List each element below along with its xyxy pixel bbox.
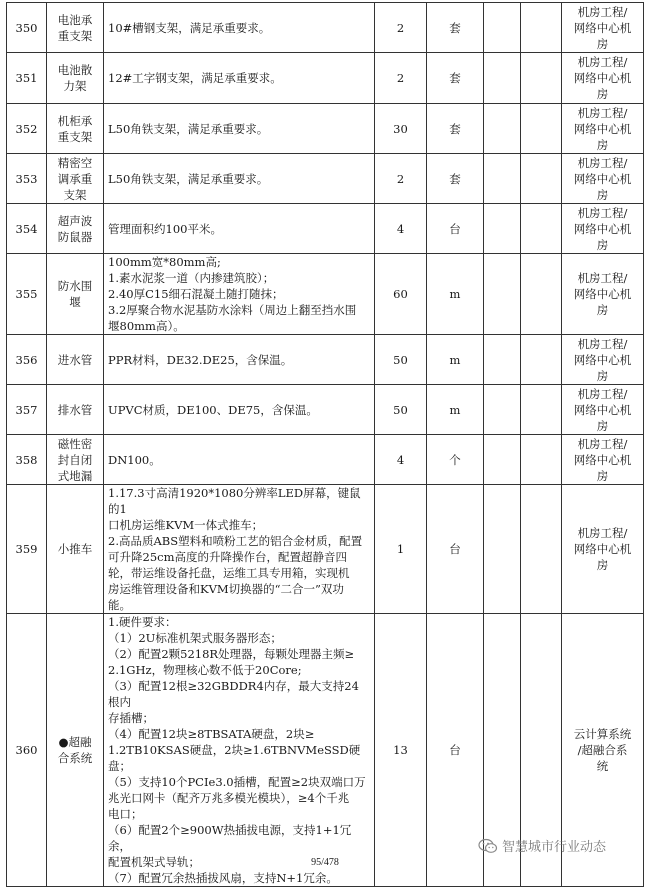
item-name xyxy=(47,204,104,254)
item-name xyxy=(47,485,104,614)
item-name xyxy=(47,335,104,385)
item-note-line: 机房工程/ xyxy=(577,105,628,120)
item-note xyxy=(562,3,644,53)
empty-cell xyxy=(521,385,562,435)
item-spec-line: 能。 xyxy=(108,598,131,612)
empty-cell xyxy=(521,154,562,204)
item-quantity: 4 xyxy=(375,435,427,485)
empty-cell xyxy=(484,485,521,614)
item-note-line: 房 xyxy=(596,87,609,101)
item-name-line: 防鼠器 xyxy=(57,229,93,244)
item-number: 357 xyxy=(7,385,47,435)
empty-cell xyxy=(521,335,562,385)
item-spec-line: 1.素水泥浆一道（内掺建筑胶）； xyxy=(108,271,275,285)
item-note-line: 网络中心机 xyxy=(573,171,632,186)
table-row xyxy=(7,53,644,104)
item-spec-line: 3.2厚聚合物水泥基防水涂料（周边上翻至挡水围 xyxy=(108,303,357,317)
item-spec-line: （2）配置2颗5218R处理器，每颗处理器主频≥ xyxy=(108,647,355,661)
table-row xyxy=(7,335,644,385)
item-spec xyxy=(104,435,375,485)
item-name-line: 精密空 xyxy=(57,155,93,170)
item-spec-line: 电口； xyxy=(108,807,143,821)
item-note-line: 房 xyxy=(596,368,609,383)
item-quantity: 2 xyxy=(375,53,427,104)
item-name xyxy=(47,154,104,204)
item-spec xyxy=(104,204,375,254)
item-note-line: 网络中心机 xyxy=(573,452,632,467)
item-quantity: 1 xyxy=(375,485,427,614)
item-spec-line: （3）配置12根≥32GBDDR4内存，最大支持24根内 xyxy=(108,679,359,709)
item-note-line: 房 xyxy=(596,137,609,152)
item-spec-line: 1.17.3寸高清1920*1080分辨率LED屏幕，键鼠的1 xyxy=(108,486,361,516)
item-name-line: 重支架 xyxy=(57,129,93,144)
empty-cell xyxy=(484,154,521,204)
wechat-icon xyxy=(478,838,498,854)
empty-cell xyxy=(521,485,562,614)
item-note-line: 机房工程/ xyxy=(577,436,628,451)
item-spec-line: （1）2U标准机架式服务器形态； xyxy=(108,631,282,645)
item-unit: 台 xyxy=(427,614,484,887)
item-number: 355 xyxy=(7,254,47,335)
item-spec-line: 1.硬件要求： xyxy=(108,615,177,629)
item-quantity: 50 xyxy=(375,335,427,385)
empty-cell xyxy=(484,53,521,104)
item-name xyxy=(47,385,104,435)
item-number: 360 xyxy=(7,614,47,887)
item-note-line: /超融合系 xyxy=(577,743,628,757)
item-unit: 个 xyxy=(427,435,484,485)
item-name-line: 磁性密 xyxy=(57,436,93,451)
item-number: 351 xyxy=(7,53,47,104)
item-name-line: 防水围 xyxy=(57,279,93,293)
item-note-line: 网络中心机 xyxy=(573,20,632,35)
item-spec xyxy=(104,53,375,104)
item-note xyxy=(562,154,644,204)
item-note xyxy=(562,435,644,485)
item-note-line: 网络中心机 xyxy=(573,402,632,417)
item-note-line: 机房工程/ xyxy=(577,4,628,19)
item-spec xyxy=(104,154,375,204)
item-spec-line: 房运维管理设备和KVM切换器的“二合一”双功 xyxy=(108,582,344,596)
item-spec-line: 轮，带运维设备托盘，运维工具专用箱，实现机 xyxy=(108,566,350,580)
item-note-line: 网络中心机 xyxy=(573,71,632,85)
item-name xyxy=(47,614,104,887)
item-name-line: 小推车 xyxy=(57,542,93,556)
item-spec-line: 可升降25cm高度的升降操作台，配置超静音四 xyxy=(108,550,347,564)
table-row xyxy=(7,104,644,154)
item-unit: 套 xyxy=(427,3,484,53)
item-name-line: 超声波 xyxy=(57,213,93,228)
item-note xyxy=(562,53,644,104)
item-spec-line: PPR材料，DE32.DE25，含保温。 xyxy=(108,352,293,367)
table-row xyxy=(7,385,644,435)
item-quantity: 2 xyxy=(375,3,427,53)
empty-cell xyxy=(484,254,521,335)
item-note-line: 机房工程/ xyxy=(577,271,628,285)
item-name-line: 进水管 xyxy=(57,352,93,367)
item-spec-line: （6）配置2个≥900W热插拔电源，支持1+1冗余， xyxy=(108,823,352,853)
item-name-line: 封自闭 xyxy=(57,452,93,467)
item-spec-line: （4）配置12块≥8TBSATA硬盘，2块≥ xyxy=(108,727,315,741)
empty-cell xyxy=(484,3,521,53)
item-spec xyxy=(104,254,375,335)
item-unit: 套 xyxy=(427,53,484,104)
table-row xyxy=(7,154,644,204)
item-spec-line: 兆光口网卡（配齐万兆多模光模块），≥4个千兆 xyxy=(108,791,350,805)
item-note-line: 网络中心机 xyxy=(573,352,632,367)
item-note xyxy=(562,204,644,254)
item-name xyxy=(47,254,104,335)
item-unit: 套 xyxy=(427,104,484,154)
empty-cell xyxy=(521,53,562,104)
item-spec xyxy=(104,335,375,385)
empty-cell xyxy=(484,385,521,435)
item-name xyxy=(47,104,104,154)
empty-cell xyxy=(521,435,562,485)
item-number: 350 xyxy=(7,3,47,53)
item-quantity: 13 xyxy=(375,614,427,887)
item-name-line: 电池散 xyxy=(57,63,93,77)
item-unit: 套 xyxy=(427,154,484,204)
item-note xyxy=(562,104,644,154)
item-note-line: 网络中心机 xyxy=(573,221,632,236)
item-number: 354 xyxy=(7,204,47,254)
table-row xyxy=(7,3,644,53)
item-note-line: 房 xyxy=(596,187,609,202)
item-note-line: 机房工程/ xyxy=(577,386,628,401)
item-name-line: 电池承 xyxy=(57,12,93,27)
item-spec-line: 堰80mm高）。 xyxy=(108,319,185,333)
item-number: 358 xyxy=(7,435,47,485)
empty-cell xyxy=(484,335,521,385)
item-spec xyxy=(104,385,375,435)
item-note xyxy=(562,485,644,614)
item-note-line: 房 xyxy=(596,468,609,483)
item-spec-line: 2.高品质ABS塑料和喷粉工艺的铝合金材质，配置 xyxy=(108,534,363,548)
item-note-line: 网络中心机 xyxy=(573,542,632,556)
item-spec-line: 存插槽； xyxy=(108,711,154,725)
item-spec-line: 12#工字钢支架，满足承重要求。 xyxy=(108,71,282,85)
item-spec-line: 口机房运维KVM一体式推车； xyxy=(108,518,264,532)
item-spec-line: 1.2TB10KSAS硬盘，2块≥1.6TBNVMeSSD硬盘； xyxy=(108,743,361,773)
item-spec-line: 10#槽钢支架，满足承重要求。 xyxy=(108,20,271,35)
empty-cell xyxy=(521,204,562,254)
item-note xyxy=(562,385,644,435)
item-number: 353 xyxy=(7,154,47,204)
item-spec xyxy=(104,3,375,53)
item-note-line: 房 xyxy=(596,558,609,572)
item-unit: m xyxy=(427,385,484,435)
item-name xyxy=(47,435,104,485)
empty-cell xyxy=(484,104,521,154)
item-spec-line: （5）支持10个PCIe3.0插槽，配置≥2块双端口万 xyxy=(108,775,366,789)
item-name-line: 机柜承 xyxy=(57,113,93,128)
item-note-line: 机房工程/ xyxy=(577,526,628,540)
item-quantity: 50 xyxy=(375,385,427,435)
item-name-line: 排水管 xyxy=(57,402,93,417)
item-name xyxy=(47,53,104,104)
page-number: 95/478 xyxy=(311,857,339,868)
item-spec-line: 2.40厚C15细石混凝土随打随抹； xyxy=(108,287,284,301)
item-name-line: 合系统 xyxy=(57,751,93,765)
item-spec-line: 100mm宽*80mm高; xyxy=(108,255,221,269)
item-name-line: 支架 xyxy=(63,187,87,202)
table-row xyxy=(7,204,644,254)
empty-cell xyxy=(484,204,521,254)
empty-cell xyxy=(521,104,562,154)
item-name xyxy=(47,3,104,53)
empty-cell xyxy=(521,254,562,335)
equipment-table xyxy=(6,2,644,887)
item-unit: m xyxy=(427,335,484,385)
item-number: 352 xyxy=(7,104,47,154)
item-name-line: 重支架 xyxy=(57,28,93,43)
item-note xyxy=(562,254,644,335)
item-name-line: 式地漏 xyxy=(57,468,93,483)
table-row xyxy=(7,254,644,335)
item-name-line: 调承重 xyxy=(57,171,93,186)
item-note-line: 机房工程/ xyxy=(577,55,628,69)
item-note xyxy=(562,335,644,385)
item-note-line: 机房工程/ xyxy=(577,205,628,220)
item-note-line: 房 xyxy=(596,418,609,433)
item-note-line: 机房工程/ xyxy=(577,336,628,351)
item-spec-line: （7）配置冗余热插拔风扇，支持N+1冗余。 xyxy=(108,871,338,885)
item-note-line: 房 xyxy=(596,237,609,252)
item-spec-line: L50角铁支架，满足承重要求。 xyxy=(108,121,269,136)
empty-cell xyxy=(484,435,521,485)
item-note-line: 房 xyxy=(596,36,609,51)
item-note-line: 网络中心机 xyxy=(573,121,632,136)
item-spec xyxy=(104,614,375,887)
item-quantity: 60 xyxy=(375,254,427,335)
table-row xyxy=(7,485,644,614)
item-quantity: 4 xyxy=(375,204,427,254)
watermark xyxy=(478,836,606,855)
item-spec xyxy=(104,485,375,614)
item-spec-line: 2.1GHz，物理核心数不低于20Core; xyxy=(108,663,302,677)
item-note-line: 机房工程/ xyxy=(577,155,628,170)
item-note-line: 网络中心机 xyxy=(573,287,632,301)
item-spec-line: 配置机架式导轨； xyxy=(108,855,200,869)
item-quantity: 30 xyxy=(375,104,427,154)
item-unit: 台 xyxy=(427,204,484,254)
item-spec-line: DN100。 xyxy=(108,452,161,467)
item-spec-line: UPVC材质，DE100、DE75，含保温。 xyxy=(108,402,318,417)
item-name-line: 力架 xyxy=(63,79,87,93)
item-note-line: 房 xyxy=(596,303,609,317)
item-name-line: ●超融 xyxy=(58,735,92,749)
item-number: 359 xyxy=(7,485,47,614)
item-number: 356 xyxy=(7,335,47,385)
item-spec xyxy=(104,104,375,154)
table-row xyxy=(7,435,644,485)
item-unit: m xyxy=(427,254,484,335)
item-spec-line: L50角铁支架，满足承重要求。 xyxy=(108,171,269,186)
item-note-line: 云计算系统 xyxy=(573,727,632,741)
item-unit: 台 xyxy=(427,485,484,614)
watermark-text: 智慧城市行业动态 xyxy=(502,840,607,855)
item-name-line: 堰 xyxy=(69,295,81,309)
empty-cell xyxy=(521,3,562,53)
item-note-line: 统 xyxy=(596,759,609,773)
item-quantity: 2 xyxy=(375,154,427,204)
item-spec-line: 管理面积约100平米。 xyxy=(108,221,222,236)
